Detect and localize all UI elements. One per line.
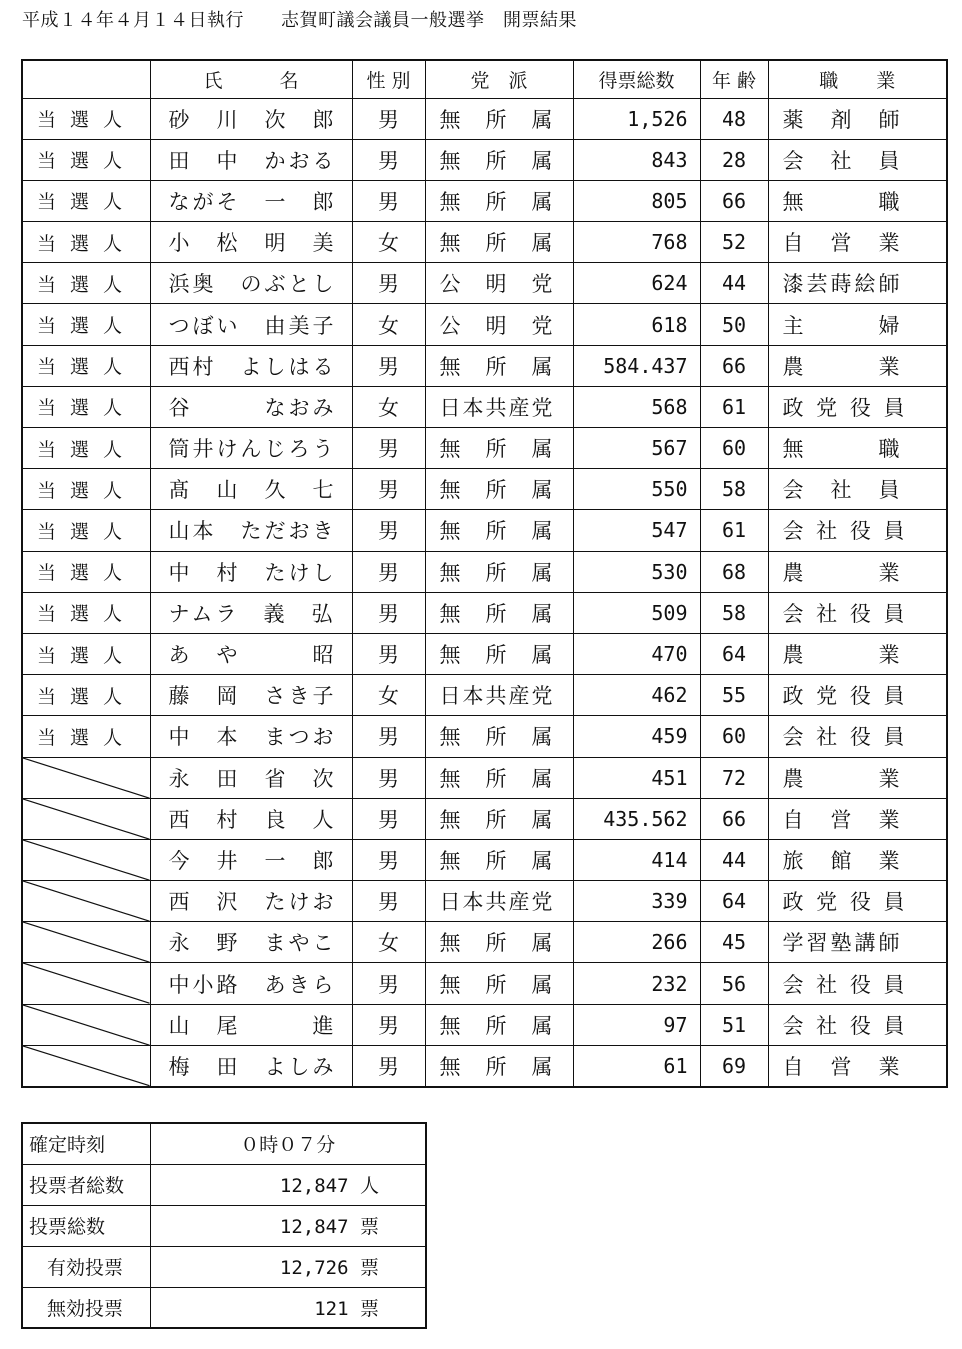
name-cell: 今 井 一 郎 [150,839,352,880]
votes-cell: 618 [573,304,700,345]
name-cell: 中小路 あきら [150,963,352,1004]
votes-cell: 584.437 [573,345,700,386]
party-cell: 日本共産党 [425,881,573,922]
votes-cell: 509 [573,592,700,633]
party-cell: 無 所 属 [425,839,573,880]
age-cell: 66 [700,180,768,221]
gender-cell: 女 [352,386,425,427]
job-cell: 政 党 役 員 [768,386,947,427]
party-cell: 無 所 属 [425,922,573,963]
status-cell: 当選人 [22,222,150,263]
status-slash-cell [22,881,150,922]
name-cell: あ や 昭 [150,633,352,674]
gender-cell: 男 [352,510,425,551]
gender-cell: 女 [352,222,425,263]
status-slash-cell [22,1045,150,1086]
age-cell: 69 [700,1045,768,1086]
party-cell: 無 所 属 [425,139,573,180]
gender-cell: 男 [352,263,425,304]
status-slash-cell [22,1004,150,1045]
ballots-label: 投票総数 [22,1205,150,1246]
gender-cell: 男 [352,963,425,1004]
age-cell: 48 [700,98,768,139]
header-votes: 得票総数 [573,60,700,98]
votes-cell: 470 [573,633,700,674]
name-cell: 山本 ただおき [150,510,352,551]
table-row [22,1045,947,1086]
name-cell: ナムラ 義 弘 [150,592,352,633]
status-cell: 当選人 [22,551,150,592]
gender-cell: 男 [352,428,425,469]
votes-cell: 232 [573,963,700,1004]
gender-cell: 男 [352,345,425,386]
party-cell: 公 明 党 [425,263,573,304]
job-cell: 学習塾講師 [768,922,947,963]
table-row [22,1004,947,1045]
job-cell: 農 業 [768,551,947,592]
status-slash-cell [22,922,150,963]
job-cell: 自 営 業 [768,222,947,263]
status-cell: 当選人 [22,345,150,386]
age-cell: 64 [700,881,768,922]
age-cell: 58 [700,469,768,510]
name-cell: 永 野 まやこ [150,922,352,963]
gender-cell: 男 [352,592,425,633]
party-cell: 日本共産党 [425,386,573,427]
job-cell: 会 社 役 員 [768,510,947,551]
age-cell: 66 [700,345,768,386]
age-cell: 44 [700,839,768,880]
age-cell: 45 [700,922,768,963]
party-cell: 無 所 属 [425,633,573,674]
gender-cell: 男 [352,139,425,180]
status-cell: 当選人 [22,386,150,427]
age-cell: 72 [700,757,768,798]
party-cell: 無 所 属 [425,798,573,839]
status-cell: 当選人 [22,716,150,757]
votes-cell: 339 [573,881,700,922]
votes-cell: 61 [573,1045,700,1086]
votes-cell: 435.562 [573,798,700,839]
valid-value: 12,726 票 [150,1246,426,1287]
votes-cell: 266 [573,922,700,963]
status-cell: 当選人 [22,633,150,674]
votes-cell: 624 [573,263,700,304]
job-cell: 政 党 役 員 [768,881,947,922]
age-cell: 61 [700,386,768,427]
table-row [22,881,947,922]
summary-row [22,1123,426,1164]
age-cell: 52 [700,222,768,263]
status-slash-cell [22,963,150,1004]
table-row [22,345,947,386]
confirm-time-label: 確定時刻 [22,1123,150,1164]
votes-cell: 459 [573,716,700,757]
table-row [22,139,947,180]
header-party: 党 派 [425,60,573,98]
gender-cell: 男 [352,798,425,839]
party-cell: 無 所 属 [425,510,573,551]
table-row [22,180,947,221]
status-cell: 当選人 [22,139,150,180]
diagonal-slash [23,1046,150,1086]
party-cell: 公 明 党 [425,304,573,345]
page-title: 平成１４年４月１４日執行 志賀町議会議員一般選挙 開票結果 [22,10,577,31]
gender-cell: 男 [352,1004,425,1045]
party-cell: 無 所 属 [425,1004,573,1045]
votes-cell: 97 [573,1004,700,1045]
party-cell: 無 所 属 [425,716,573,757]
gender-cell: 女 [352,675,425,716]
valid-label: 有効投票 [22,1246,150,1287]
status-slash-cell [22,757,150,798]
name-cell: 中 本 まつお [150,716,352,757]
gender-cell: 男 [352,469,425,510]
gender-cell: 男 [352,881,425,922]
gender-cell: 男 [352,839,425,880]
name-cell: 藤 岡 さき子 [150,675,352,716]
age-cell: 51 [700,1004,768,1045]
confirm-time-value: ０時０７分 [150,1123,426,1164]
table-row [22,798,947,839]
party-cell: 無 所 属 [425,180,573,221]
job-cell: 会 社 員 [768,139,947,180]
diagonal-slash [23,1005,150,1045]
age-cell: 61 [700,510,768,551]
job-cell: 旅 館 業 [768,839,947,880]
job-cell: 無 職 [768,428,947,469]
diagonal-slash [23,881,150,921]
age-cell: 60 [700,716,768,757]
name-cell: 中 村 たけし [150,551,352,592]
header-name: 氏 名 [150,60,352,98]
party-cell: 無 所 属 [425,469,573,510]
job-cell: 会 社 役 員 [768,592,947,633]
diagonal-slash [23,963,150,1003]
age-cell: 64 [700,633,768,674]
summary-row [22,1205,426,1246]
status-cell: 当選人 [22,510,150,551]
job-cell: 政 党 役 員 [768,675,947,716]
votes-cell: 547 [573,510,700,551]
party-cell: 無 所 属 [425,428,573,469]
status-cell: 当選人 [22,263,150,304]
job-cell: 農 業 [768,633,947,674]
table-row [22,675,947,716]
job-cell: 主 婦 [768,304,947,345]
summary-row [22,1246,426,1287]
gender-cell: 男 [352,180,425,221]
invalid-value: 121 票 [150,1287,426,1328]
header-job: 職 業 [768,60,947,98]
name-cell: 髙 山 久 七 [150,469,352,510]
header-status [22,60,150,98]
table-row [22,922,947,963]
table-row [22,757,947,798]
name-cell: 浜奥 のぶとし [150,263,352,304]
name-cell: 山 尾 進 [150,1004,352,1045]
party-cell: 無 所 属 [425,592,573,633]
age-cell: 44 [700,263,768,304]
votes-cell: 843 [573,139,700,180]
table-row [22,428,947,469]
table-row [22,222,947,263]
job-cell: 会 社 役 員 [768,716,947,757]
status-cell: 当選人 [22,428,150,469]
table-row [22,633,947,674]
status-cell: 当選人 [22,180,150,221]
votes-cell: 805 [573,180,700,221]
job-cell: 漆芸蒔絵師 [768,263,947,304]
age-cell: 60 [700,428,768,469]
age-cell: 58 [700,592,768,633]
gender-cell: 女 [352,922,425,963]
age-cell: 28 [700,139,768,180]
status-slash-cell [22,839,150,880]
gender-cell: 男 [352,757,425,798]
name-cell: ながそ 一 郎 [150,180,352,221]
votes-cell: 568 [573,386,700,427]
name-cell: 梅 田 よしみ [150,1045,352,1086]
table-row [22,510,947,551]
party-cell: 無 所 属 [425,345,573,386]
summary-table [21,1122,427,1329]
votes-cell: 462 [573,675,700,716]
table-row [22,839,947,880]
summary-row [22,1164,426,1205]
status-cell: 当選人 [22,304,150,345]
voters-value: 12,847 人 [150,1164,426,1205]
votes-cell: 451 [573,757,700,798]
table-row [22,98,947,139]
table-row [22,592,947,633]
table-row [22,469,947,510]
results-table [21,59,948,1088]
name-cell: 西 村 良 人 [150,798,352,839]
age-cell: 55 [700,675,768,716]
job-cell: 農 業 [768,757,947,798]
party-cell: 無 所 属 [425,1045,573,1086]
job-cell: 会 社 役 員 [768,963,947,1004]
name-cell: つぼい 由美子 [150,304,352,345]
job-cell: 自 営 業 [768,798,947,839]
invalid-label: 無効投票 [22,1287,150,1328]
job-cell: 会 社 員 [768,469,947,510]
gender-cell: 男 [352,716,425,757]
party-cell: 無 所 属 [425,98,573,139]
table-row [22,716,947,757]
summary-row [22,1287,426,1328]
name-cell: 永 田 省 次 [150,757,352,798]
age-cell: 50 [700,304,768,345]
party-cell: 無 所 属 [425,963,573,1004]
status-slash-cell [22,798,150,839]
job-cell: 会 社 役 員 [768,1004,947,1045]
gender-cell: 男 [352,633,425,674]
diagonal-slash [23,922,150,962]
name-cell: 小 松 明 美 [150,222,352,263]
votes-cell: 414 [573,839,700,880]
votes-cell: 768 [573,222,700,263]
age-cell: 56 [700,963,768,1004]
job-cell: 農 業 [768,345,947,386]
party-cell: 無 所 属 [425,551,573,592]
table-row [22,963,947,1004]
job-cell: 自 営 業 [768,1045,947,1086]
name-cell: 谷 なおみ [150,386,352,427]
table-row [22,304,947,345]
name-cell: 西村 よしはる [150,345,352,386]
name-cell: 筒井けんじろう [150,428,352,469]
voters-label: 投票者総数 [22,1164,150,1205]
gender-cell: 男 [352,1045,425,1086]
table-header-row [22,60,947,98]
status-cell: 当選人 [22,675,150,716]
diagonal-slash [23,840,150,880]
gender-cell: 女 [352,304,425,345]
name-cell: 砂 川 次 郎 [150,98,352,139]
status-cell: 当選人 [22,469,150,510]
job-cell: 無 職 [768,180,947,221]
header-age: 年 齢 [700,60,768,98]
diagonal-slash [23,799,150,839]
header-gender: 性 別 [352,60,425,98]
diagonal-slash [23,758,150,798]
party-cell: 無 所 属 [425,222,573,263]
party-cell: 無 所 属 [425,757,573,798]
status-cell: 当選人 [22,98,150,139]
age-cell: 68 [700,551,768,592]
table-row [22,263,947,304]
ballots-value: 12,847 票 [150,1205,426,1246]
votes-cell: 550 [573,469,700,510]
status-cell: 当選人 [22,592,150,633]
age-cell: 66 [700,798,768,839]
name-cell: 西 沢 たけお [150,881,352,922]
party-cell: 日本共産党 [425,675,573,716]
votes-cell: 530 [573,551,700,592]
job-cell: 薬 剤 師 [768,98,947,139]
table-row [22,386,947,427]
gender-cell: 男 [352,98,425,139]
gender-cell: 男 [352,551,425,592]
votes-cell: 567 [573,428,700,469]
votes-cell: 1,526 [573,98,700,139]
name-cell: 田 中 かおる [150,139,352,180]
table-row [22,551,947,592]
